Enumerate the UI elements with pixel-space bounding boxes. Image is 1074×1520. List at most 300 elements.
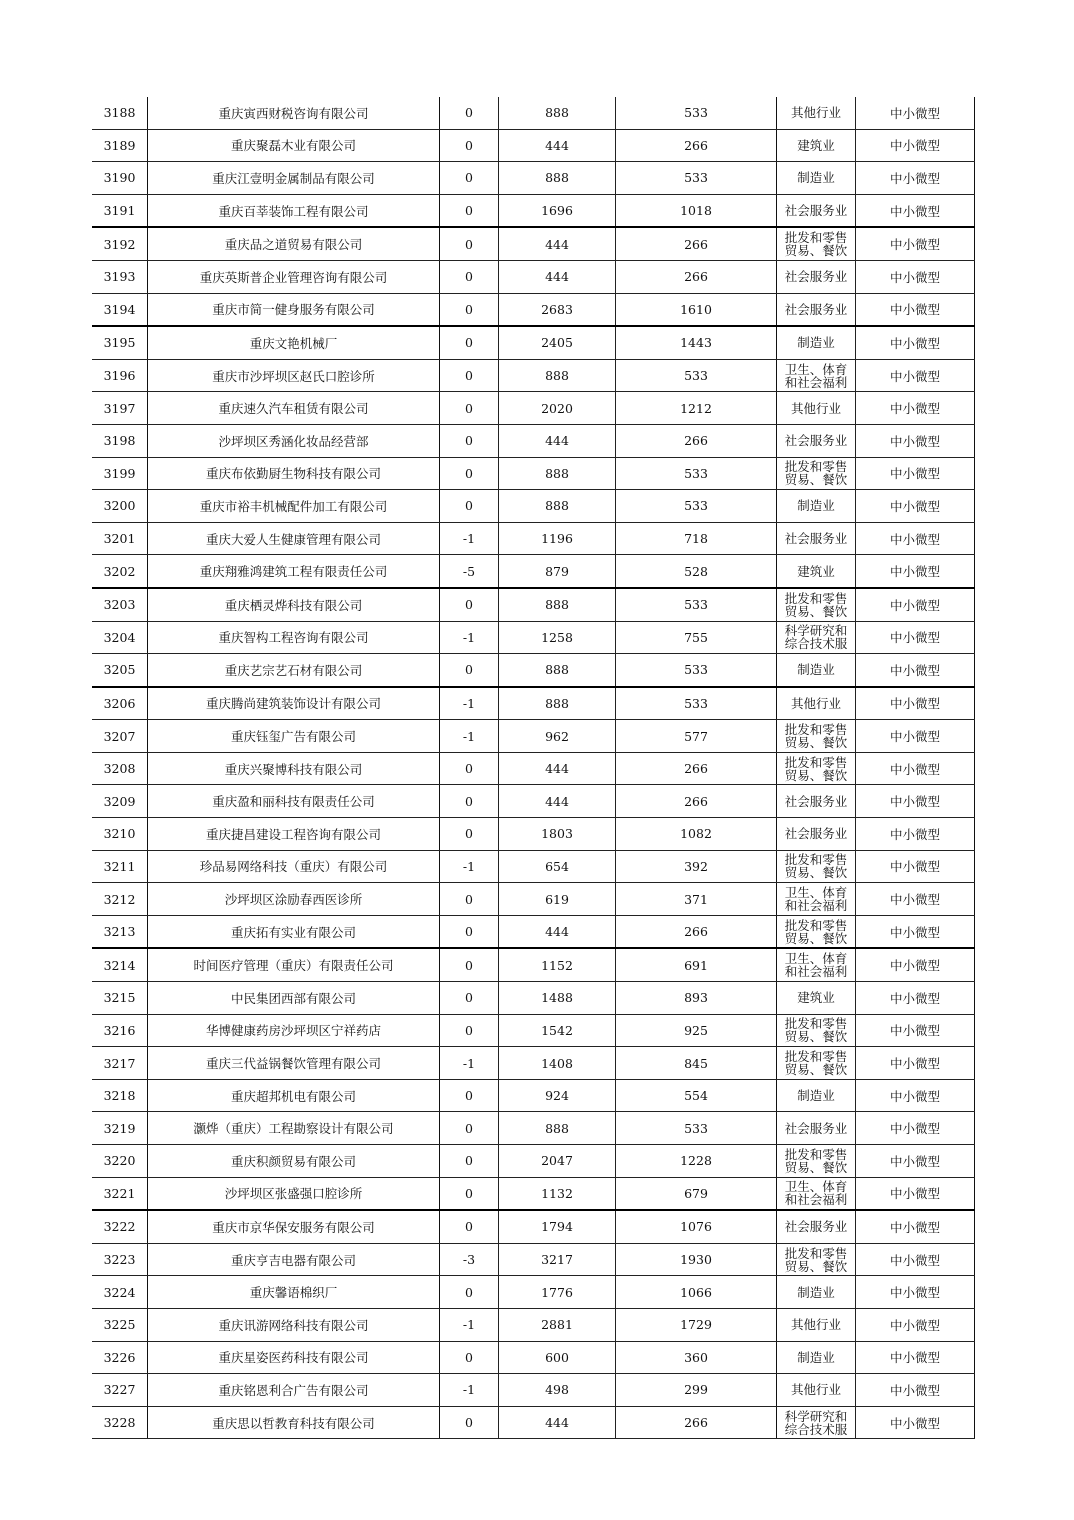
value-c-cell: 1610	[616, 293, 777, 326]
value-a-cell: 0	[440, 260, 499, 293]
value-c-cell: 1018	[616, 194, 777, 227]
row-id-cell: 3226	[92, 1341, 148, 1374]
value-c-cell: 266	[616, 424, 777, 457]
company-name-cell: 重庆寅西财税咨询有限公司	[148, 97, 440, 129]
industry-text: 其他行业	[790, 401, 841, 415]
company-name-cell: 重庆腾尚建筑装饰设计有限公司	[148, 687, 440, 720]
table-row	[92, 260, 975, 293]
industry-text: 其他行业	[790, 696, 841, 710]
value-a-cell: 0	[440, 1177, 499, 1210]
company-name-cell: 重庆市沙坪坝区赵氏口腔诊所	[148, 359, 440, 392]
company-name-cell: 珍品易网络科技（重庆）有限公司	[148, 850, 440, 883]
table-row	[92, 948, 975, 981]
table-row	[92, 752, 975, 785]
industry-text: 批发和零售贸易、餐饮	[784, 1050, 848, 1077]
table-row	[92, 1276, 975, 1309]
table-row	[92, 1243, 975, 1276]
value-a-cell: 0	[440, 752, 499, 785]
table-row	[92, 785, 975, 818]
industry-cell	[777, 752, 856, 785]
table-row	[92, 1047, 975, 1080]
table-row	[92, 1210, 975, 1243]
value-b-cell: 1776	[499, 1276, 616, 1309]
value-b-cell: 888	[499, 97, 616, 129]
industry-text: 社会服务业	[784, 204, 848, 218]
company-name-cell: 重庆品之道贸易有限公司	[148, 227, 440, 260]
industry-text: 卫生、体育和社会福利	[784, 362, 848, 389]
value-c-cell: 528	[616, 555, 777, 588]
value-b-cell: 444	[499, 752, 616, 785]
company-name-cell: 重庆市简一健身服务有限公司	[148, 293, 440, 326]
table-row	[92, 1177, 975, 1210]
industry-cell	[777, 1079, 856, 1112]
value-a-cell: 0	[440, 162, 499, 195]
row-id-cell: 3213	[92, 915, 148, 948]
row-id-cell: 3218	[92, 1079, 148, 1112]
company-name-cell: 重庆三代益锅餐饮管理有限公司	[148, 1047, 440, 1080]
industry-cell	[777, 818, 856, 851]
row-id-cell: 3210	[92, 818, 148, 851]
industry-cell	[777, 785, 856, 818]
industry-cell	[777, 621, 856, 654]
industry-text: 社会服务业	[784, 302, 848, 316]
row-id-cell: 3227	[92, 1374, 148, 1407]
value-c-cell: 360	[616, 1341, 777, 1374]
value-c-cell: 533	[616, 654, 777, 687]
value-b-cell: 444	[499, 915, 616, 948]
value-b-cell: 1542	[499, 1014, 616, 1047]
row-id-cell: 3222	[92, 1210, 148, 1243]
industry-text: 批发和零售贸易、餐饮	[784, 853, 848, 880]
row-id-cell: 3199	[92, 457, 148, 490]
row-id-cell: 3214	[92, 948, 148, 981]
enterprise-type-cell: 中小微型	[856, 818, 975, 851]
company-name-cell: 时间医疗管理（重庆）有限责任公司	[148, 948, 440, 981]
enterprise-type-cell: 中小微型	[856, 227, 975, 260]
table-row	[92, 720, 975, 753]
value-b-cell: 1408	[499, 1047, 616, 1080]
company-name-cell: 重庆大爱人生健康管理有限公司	[148, 522, 440, 555]
row-id-cell: 3197	[92, 392, 148, 425]
enterprise-type-cell: 中小微型	[856, 490, 975, 523]
value-c-cell: 533	[616, 490, 777, 523]
enterprise-type-cell: 中小微型	[856, 194, 975, 227]
table-row	[92, 359, 975, 392]
value-a-cell: 0	[440, 457, 499, 490]
value-c-cell: 1228	[616, 1145, 777, 1178]
industry-text: 卫生、体育和社会福利	[784, 886, 848, 913]
industry-cell	[777, 1014, 856, 1047]
industry-text: 制造业	[797, 171, 835, 185]
value-a-cell: 0	[440, 1079, 499, 1112]
company-name-cell: 重庆艺宗艺石材有限公司	[148, 654, 440, 687]
industry-cell	[777, 1112, 856, 1145]
enterprise-type-cell: 中小微型	[856, 588, 975, 621]
row-id-cell: 3225	[92, 1308, 148, 1341]
value-b-cell: 619	[499, 883, 616, 916]
value-b-cell: 1803	[499, 818, 616, 851]
row-id-cell: 3203	[92, 588, 148, 621]
company-name-cell: 重庆江壹明金属制品有限公司	[148, 162, 440, 195]
value-b-cell: 888	[499, 162, 616, 195]
table-row	[92, 850, 975, 883]
company-name-cell: 重庆市裕丰机械配件加工有限公司	[148, 490, 440, 523]
industry-text: 社会服务业	[784, 270, 848, 284]
value-a-cell: 0	[440, 948, 499, 981]
enterprise-type-cell: 中小微型	[856, 392, 975, 425]
industry-text: 制造业	[797, 1285, 835, 1299]
value-b-cell: 962	[499, 720, 616, 753]
industry-cell	[777, 227, 856, 260]
industry-text: 批发和零售贸易、餐饮	[784, 1246, 848, 1273]
value-a-cell: -1	[440, 621, 499, 654]
value-a-cell: 0	[440, 227, 499, 260]
enterprise-type-cell: 中小微型	[856, 1112, 975, 1145]
value-b-cell: 1258	[499, 621, 616, 654]
enterprise-type-cell: 中小微型	[856, 457, 975, 490]
company-name-cell: 重庆翔雅鸿建筑工程有限责任公司	[148, 555, 440, 588]
company-name-cell: 沙坪坝区涂励春西医诊所	[148, 883, 440, 916]
enterprise-type-cell: 中小微型	[856, 326, 975, 359]
industry-cell	[777, 1243, 856, 1276]
value-c-cell: 392	[616, 850, 777, 883]
table-row	[92, 162, 975, 195]
industry-text: 制造业	[797, 336, 835, 350]
industry-cell	[777, 162, 856, 195]
value-a-cell: -1	[440, 522, 499, 555]
industry-text: 卫生、体育和社会福利	[784, 1180, 848, 1207]
value-b-cell: 444	[499, 424, 616, 457]
company-name-cell: 重庆铭恩利合广告有限公司	[148, 1374, 440, 1407]
table-row	[92, 1341, 975, 1374]
industry-text: 其他行业	[790, 106, 841, 120]
industry-cell	[777, 1210, 856, 1243]
industry-text: 批发和零售贸易、餐饮	[784, 755, 848, 782]
industry-cell	[777, 392, 856, 425]
industry-cell	[777, 293, 856, 326]
row-id-cell: 3220	[92, 1145, 148, 1178]
value-a-cell: 0	[440, 1406, 499, 1439]
row-id-cell: 3196	[92, 359, 148, 392]
table-row	[92, 555, 975, 588]
value-c-cell: 718	[616, 522, 777, 555]
enterprise-type-cell: 中小微型	[856, 1047, 975, 1080]
company-name-cell: 重庆钰玺广告有限公司	[148, 720, 440, 753]
value-b-cell: 888	[499, 588, 616, 621]
value-b-cell: 1132	[499, 1177, 616, 1210]
row-id-cell: 3198	[92, 424, 148, 457]
company-name-cell: 重庆聚磊木业有限公司	[148, 129, 440, 162]
enterprise-type-cell: 中小微型	[856, 162, 975, 195]
industry-text: 批发和零售贸易、餐饮	[784, 723, 848, 750]
value-c-cell: 533	[616, 687, 777, 720]
value-a-cell: -1	[440, 687, 499, 720]
enterprise-type-cell: 中小微型	[856, 1210, 975, 1243]
table-row	[92, 1406, 975, 1439]
spreadsheet-table-region	[92, 97, 972, 1439]
value-a-cell: 0	[440, 654, 499, 687]
value-a-cell: 0	[440, 588, 499, 621]
enterprise-type-cell: 中小微型	[856, 1406, 975, 1439]
company-name-cell: 重庆文艳机械厂	[148, 326, 440, 359]
value-c-cell: 755	[616, 621, 777, 654]
industry-text: 社会服务业	[784, 1121, 848, 1135]
value-c-cell: 1066	[616, 1276, 777, 1309]
industry-text: 批发和零售贸易、餐饮	[784, 460, 848, 487]
value-c-cell: 533	[616, 1112, 777, 1145]
value-b-cell: 2020	[499, 392, 616, 425]
value-c-cell: 371	[616, 883, 777, 916]
industry-cell	[777, 1047, 856, 1080]
row-id-cell: 3211	[92, 850, 148, 883]
value-a-cell: 0	[440, 129, 499, 162]
value-c-cell: 266	[616, 129, 777, 162]
table-row	[92, 1374, 975, 1407]
industry-text: 建筑业	[797, 138, 835, 152]
company-name-cell: 华博健康药房沙坪坝区宁祥药店	[148, 1014, 440, 1047]
industry-cell	[777, 883, 856, 916]
company-name-cell: 重庆积颜贸易有限公司	[148, 1145, 440, 1178]
enterprise-type-cell: 中小微型	[856, 1374, 975, 1407]
value-a-cell: -1	[440, 1374, 499, 1407]
table-row	[92, 522, 975, 555]
enterprise-type-cell: 中小微型	[856, 293, 975, 326]
industry-text: 社会服务业	[784, 434, 848, 448]
industry-cell	[777, 97, 856, 129]
company-name-cell: 重庆布依勤厨生物科技有限公司	[148, 457, 440, 490]
company-name-cell: 沙坪坝区秀涵化妆品经营部	[148, 424, 440, 457]
enterprise-type-cell: 中小微型	[856, 687, 975, 720]
value-b-cell: 600	[499, 1341, 616, 1374]
value-b-cell: 924	[499, 1079, 616, 1112]
table-row	[92, 293, 975, 326]
value-a-cell: 0	[440, 293, 499, 326]
industry-cell	[777, 1177, 856, 1210]
industry-cell	[777, 457, 856, 490]
industry-cell	[777, 1341, 856, 1374]
value-a-cell: 0	[440, 490, 499, 523]
value-b-cell: 654	[499, 850, 616, 883]
row-id-cell: 3194	[92, 293, 148, 326]
value-c-cell: 577	[616, 720, 777, 753]
industry-text: 卫生、体育和社会福利	[784, 952, 848, 979]
value-c-cell: 533	[616, 588, 777, 621]
value-c-cell: 1443	[616, 326, 777, 359]
table-row	[92, 194, 975, 227]
value-a-cell: 0	[440, 982, 499, 1015]
value-a-cell: 0	[440, 785, 499, 818]
industry-cell	[777, 687, 856, 720]
industry-text: 科学研究和综合技术服	[784, 624, 848, 651]
value-b-cell: 1152	[499, 948, 616, 981]
company-name-cell: 重庆盈和丽科技有限责任公司	[148, 785, 440, 818]
row-id-cell: 3208	[92, 752, 148, 785]
row-id-cell: 3207	[92, 720, 148, 753]
row-id-cell: 3223	[92, 1243, 148, 1276]
value-a-cell: 0	[440, 424, 499, 457]
industry-cell	[777, 1374, 856, 1407]
enterprise-type-cell: 中小微型	[856, 752, 975, 785]
row-id-cell: 3191	[92, 194, 148, 227]
value-b-cell: 888	[499, 654, 616, 687]
value-b-cell: 888	[499, 359, 616, 392]
value-c-cell: 1076	[616, 1210, 777, 1243]
row-id-cell: 3192	[92, 227, 148, 260]
industry-text: 建筑业	[797, 991, 835, 1005]
table-row	[92, 457, 975, 490]
industry-text: 批发和零售贸易、餐饮	[784, 1147, 848, 1174]
value-b-cell: 2881	[499, 1308, 616, 1341]
enterprise-type-cell: 中小微型	[856, 1341, 975, 1374]
industry-cell	[777, 720, 856, 753]
company-name-cell: 重庆思以哲教育科技有限公司	[148, 1406, 440, 1439]
industry-text: 批发和零售贸易、餐饮	[784, 231, 848, 258]
industry-text: 制造业	[797, 1089, 835, 1103]
table-row	[92, 424, 975, 457]
industry-cell	[777, 850, 856, 883]
industry-cell	[777, 915, 856, 948]
value-c-cell: 299	[616, 1374, 777, 1407]
industry-text: 其他行业	[790, 1318, 841, 1332]
value-b-cell: 888	[499, 490, 616, 523]
value-c-cell: 266	[616, 227, 777, 260]
enterprise-type-cell: 中小微型	[856, 522, 975, 555]
value-b-cell: 444	[499, 260, 616, 293]
enterprise-type-cell: 中小微型	[856, 260, 975, 293]
value-a-cell: 0	[440, 1341, 499, 1374]
company-name-cell: 重庆超邦机电有限公司	[148, 1079, 440, 1112]
industry-cell	[777, 1406, 856, 1439]
value-b-cell: 2405	[499, 326, 616, 359]
value-c-cell: 1082	[616, 818, 777, 851]
row-id-cell: 3193	[92, 260, 148, 293]
table-row	[92, 1145, 975, 1178]
row-id-cell: 3201	[92, 522, 148, 555]
enterprise-type-cell: 中小微型	[856, 883, 975, 916]
value-c-cell: 266	[616, 915, 777, 948]
value-a-cell: 0	[440, 392, 499, 425]
enterprise-type-cell: 中小微型	[856, 359, 975, 392]
industry-cell	[777, 359, 856, 392]
value-b-cell: 444	[499, 129, 616, 162]
value-b-cell: 888	[499, 457, 616, 490]
value-c-cell: 266	[616, 785, 777, 818]
company-name-cell: 重庆智构工程咨询有限公司	[148, 621, 440, 654]
value-a-cell: 0	[440, 194, 499, 227]
value-c-cell: 1212	[616, 392, 777, 425]
table-row	[92, 97, 975, 129]
value-a-cell: 0	[440, 359, 499, 392]
enterprise-type-cell: 中小微型	[856, 424, 975, 457]
row-id-cell: 3205	[92, 654, 148, 687]
industry-cell	[777, 1276, 856, 1309]
table-row	[92, 490, 975, 523]
enterprise-type-cell: 中小微型	[856, 785, 975, 818]
enterprise-type-cell: 中小微型	[856, 1079, 975, 1112]
table-row	[92, 818, 975, 851]
value-b-cell: 498	[499, 1374, 616, 1407]
row-id-cell: 3219	[92, 1112, 148, 1145]
industry-text: 其他行业	[790, 1383, 841, 1397]
value-c-cell: 1729	[616, 1308, 777, 1341]
enterprise-type-cell: 中小微型	[856, 1014, 975, 1047]
value-a-cell: 0	[440, 1210, 499, 1243]
table-row	[92, 982, 975, 1015]
enterprise-type-cell: 中小微型	[856, 1308, 975, 1341]
value-c-cell: 554	[616, 1079, 777, 1112]
table-row	[92, 687, 975, 720]
value-c-cell: 691	[616, 948, 777, 981]
enterprise-type-cell: 中小微型	[856, 97, 975, 129]
row-id-cell: 3217	[92, 1047, 148, 1080]
value-b-cell: 2683	[499, 293, 616, 326]
enterprise-type-cell: 中小微型	[856, 1243, 975, 1276]
value-a-cell: -1	[440, 720, 499, 753]
value-c-cell: 533	[616, 359, 777, 392]
enterprise-table	[92, 97, 975, 1439]
row-id-cell: 3221	[92, 1177, 148, 1210]
industry-text: 制造业	[797, 1350, 835, 1364]
value-a-cell: 0	[440, 1112, 499, 1145]
enterprise-type-cell: 中小微型	[856, 915, 975, 948]
industry-cell	[777, 654, 856, 687]
company-name-cell: 重庆讯游网络科技有限公司	[148, 1308, 440, 1341]
enterprise-type-cell: 中小微型	[856, 1145, 975, 1178]
value-a-cell: -1	[440, 850, 499, 883]
value-c-cell: 266	[616, 752, 777, 785]
table-row	[92, 129, 975, 162]
industry-cell	[777, 522, 856, 555]
industry-cell	[777, 948, 856, 981]
industry-cell	[777, 555, 856, 588]
industry-text: 社会服务业	[784, 827, 848, 841]
industry-text: 科学研究和综合技术服	[784, 1409, 848, 1436]
company-name-cell: 重庆百莘装饰工程有限公司	[148, 194, 440, 227]
row-id-cell: 3202	[92, 555, 148, 588]
table-row	[92, 1014, 975, 1047]
row-id-cell: 3195	[92, 326, 148, 359]
industry-cell	[777, 260, 856, 293]
value-b-cell: 879	[499, 555, 616, 588]
industry-cell	[777, 1308, 856, 1341]
company-name-cell: 重庆栖灵烨科技有限公司	[148, 588, 440, 621]
enterprise-type-cell: 中小微型	[856, 129, 975, 162]
row-id-cell: 3204	[92, 621, 148, 654]
table-row	[92, 1079, 975, 1112]
industry-cell	[777, 194, 856, 227]
enterprise-type-cell: 中小微型	[856, 555, 975, 588]
value-a-cell: 0	[440, 1014, 499, 1047]
value-b-cell: 888	[499, 687, 616, 720]
industry-text: 社会服务业	[784, 794, 848, 808]
value-a-cell: 0	[440, 1145, 499, 1178]
company-name-cell: 重庆市京华保安服务有限公司	[148, 1210, 440, 1243]
value-c-cell: 533	[616, 457, 777, 490]
value-b-cell: 444	[499, 227, 616, 260]
row-id-cell: 3228	[92, 1406, 148, 1439]
table-row	[92, 1112, 975, 1145]
value-b-cell: 1794	[499, 1210, 616, 1243]
value-c-cell: 845	[616, 1047, 777, 1080]
industry-cell	[777, 490, 856, 523]
value-a-cell: -5	[440, 555, 499, 588]
industry-text: 社会服务业	[784, 1220, 848, 1234]
industry-text: 批发和零售贸易、餐饮	[784, 1017, 848, 1044]
enterprise-type-cell: 中小微型	[856, 1276, 975, 1309]
row-id-cell: 3188	[92, 97, 148, 129]
value-a-cell: -3	[440, 1243, 499, 1276]
value-a-cell: 0	[440, 883, 499, 916]
